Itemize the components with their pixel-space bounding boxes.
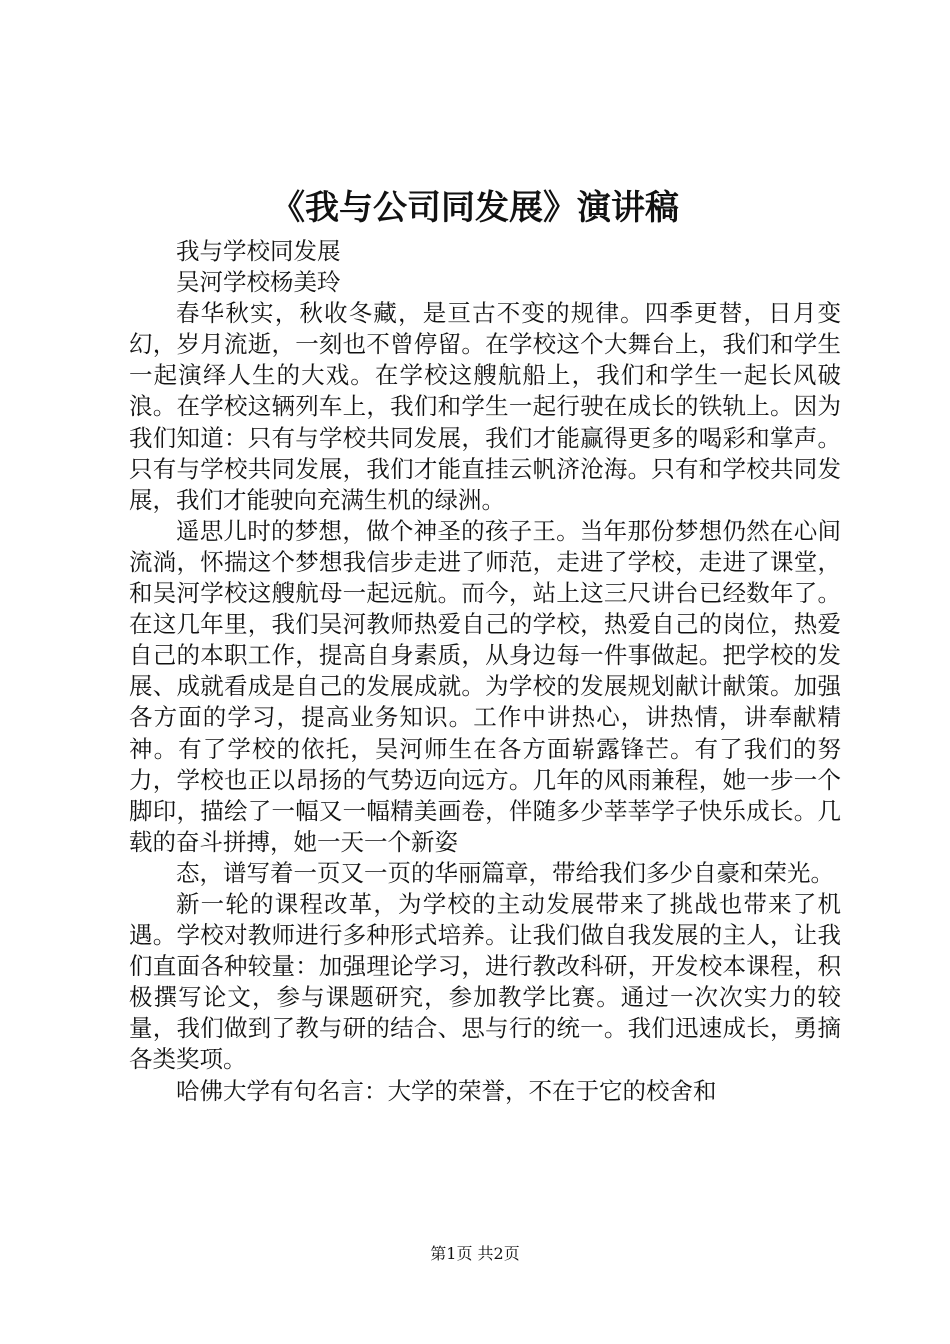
document-title: 《我与公司同发展》演讲稿 [271, 188, 679, 228]
paragraph: 春华秋实，秋收冬藏，是亘古不变的规律。四季更替，日月变幻，岁月流逝，一刻也不曾停留。在学校这个大舞台上，我们和学生一起演绎人生的大戏。在学校这艘航船上，我们和学生一起长风破浪。在学校这辆列车上，我们和学生一起行驶在成长的铁轨上。因为我们知道：只有与学校共同发展，我们才能赢得更多的喝彩和掌声。只有与学校共同发展，我们才能直挂云帆济沧海。只有和学校共同发展，我们才能驶向充满生机的绿洲。 [129, 299, 841, 514]
document-body [129, 236, 841, 1107]
paragraph: 哈佛大学有句名言：大学的荣誉，不在于它的校舍和 [176, 1076, 717, 1105]
paragraph-subtitle: 我与学校同发展 [176, 237, 341, 265]
paragraph: 新一轮的课程改革，为学校的主动发展带来了挑战也带来了机遇。学校对教师进行多种形式培养。让我们做自我发展的主人，让我们直面各种较量：加强理论学习，进行教改科研，开发校本课程，积极撰写论文，参与课题研究，参加教学比赛。通过一次次实力的较量，我们做到了教与研的结合、思与行的统一。我们迅速成长，勇摘各类奖项。 [129, 889, 841, 1074]
paragraph: 态，谱写着一页又一页的华丽篇章，带给我们多少自豪和荣光。 [176, 858, 834, 887]
page-footer: 第1页 共2页 [430, 1244, 520, 1263]
paragraph: 遥思儿时的梦想，做个神圣的孩子王。当年那份梦想仍然在心间流淌，怀揣这个梦想我信步走进了师范，走进了学校，走进了课堂，和吴河学校这艘航母一起远航。而今，站上这三尺讲台已经数年了。在这几年里，我们吴河教师热爱自己的学校，热爱自己的岗位，热爱自己的本职工作，提高自身素质，从身边每一件事做起。把学校的发展、成就看成是自己的发展成就。为学校的发展规划献计献策。加强各方面的学习，提高业务知识。工作中讲热心，讲热情，讲奉献精神。有了学校的依托，吴河师生在各方面崭露锋芒。有了我们的努力，学校也正以昂扬的气势迈向远方。几年的风雨兼程，她一步一个脚印，描绘了一幅又一幅精美画卷，伴随多少莘莘学子快乐成长。几载的奋斗拼搏，她一天一个新姿 [129, 516, 841, 856]
paragraph-author: 吴河学校杨美玲 [176, 268, 341, 297]
